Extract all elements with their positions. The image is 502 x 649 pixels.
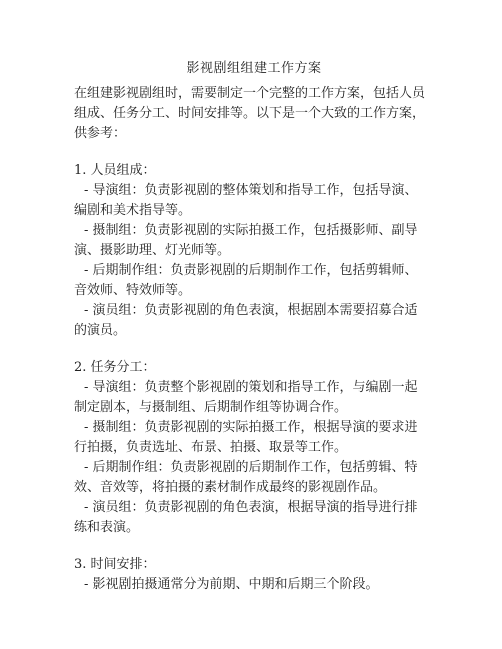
section-line: 练和表演。 [74, 520, 140, 535]
document-title: 影视剧组组建工作方案 [186, 61, 322, 76]
section-heading: 3. 时间安排： [74, 557, 156, 572]
section-line: - 后期制作组：负责影视剧的后期制作工作，包括剪辑、特 [84, 460, 418, 475]
section-line: - 导演组：负责整个影视剧的策划和指导工作，与编剧一起 [84, 380, 418, 395]
section-line: 行拍摄，负责选址、布景、拍摄、取景等工作。 [74, 440, 348, 455]
section-line: 编剧和美术指导等。 [74, 203, 192, 218]
intro-line: 组成、任务分工、时间安排等。以下是一个大致的工作方案， [74, 106, 426, 121]
section-line: - 演员组：负责影视剧的角色表演，根据导演的指导进行排 [84, 500, 418, 515]
intro-line: 供参考： [74, 126, 127, 141]
section-line: 制定剧本，与摄制组、后期制作组等协调合作。 [74, 400, 348, 415]
section-line: - 导演组：负责影视剧的整体策划和指导工作，包括导演、 [84, 183, 418, 198]
section-line: - 影视剧拍摄通常分为前期、中期和后期三个阶段。 [84, 577, 379, 592]
intro-line: 在组建影视剧组时，需要制定一个完整的工作方案，包括人员 [74, 86, 426, 101]
section-heading: 1. 人员组成： [74, 163, 156, 178]
section-line: 效、音效等，将拍摄的素材制作成最终的影视剧作品。 [74, 480, 387, 495]
section-heading: 2. 任务分工： [74, 360, 156, 375]
section-line: 的演员。 [74, 323, 127, 338]
section-line: - 摄制组：负责影视剧的实际拍摄工作，包括摄影师、副导 [84, 223, 418, 238]
section-line: 音效师、特效师等。 [74, 283, 192, 298]
section-line: - 演员组：负责影视剧的角色表演，根据剧本需要招募合适 [84, 303, 418, 318]
section-line: 演、摄影助理、灯光师等。 [74, 243, 231, 258]
section-line: - 后期制作组：负责影视剧的后期制作工作，包括剪辑师、 [84, 263, 418, 278]
section-line: - 摄制组：负责影视剧的实际拍摄工作，根据导演的要求进 [84, 420, 418, 435]
